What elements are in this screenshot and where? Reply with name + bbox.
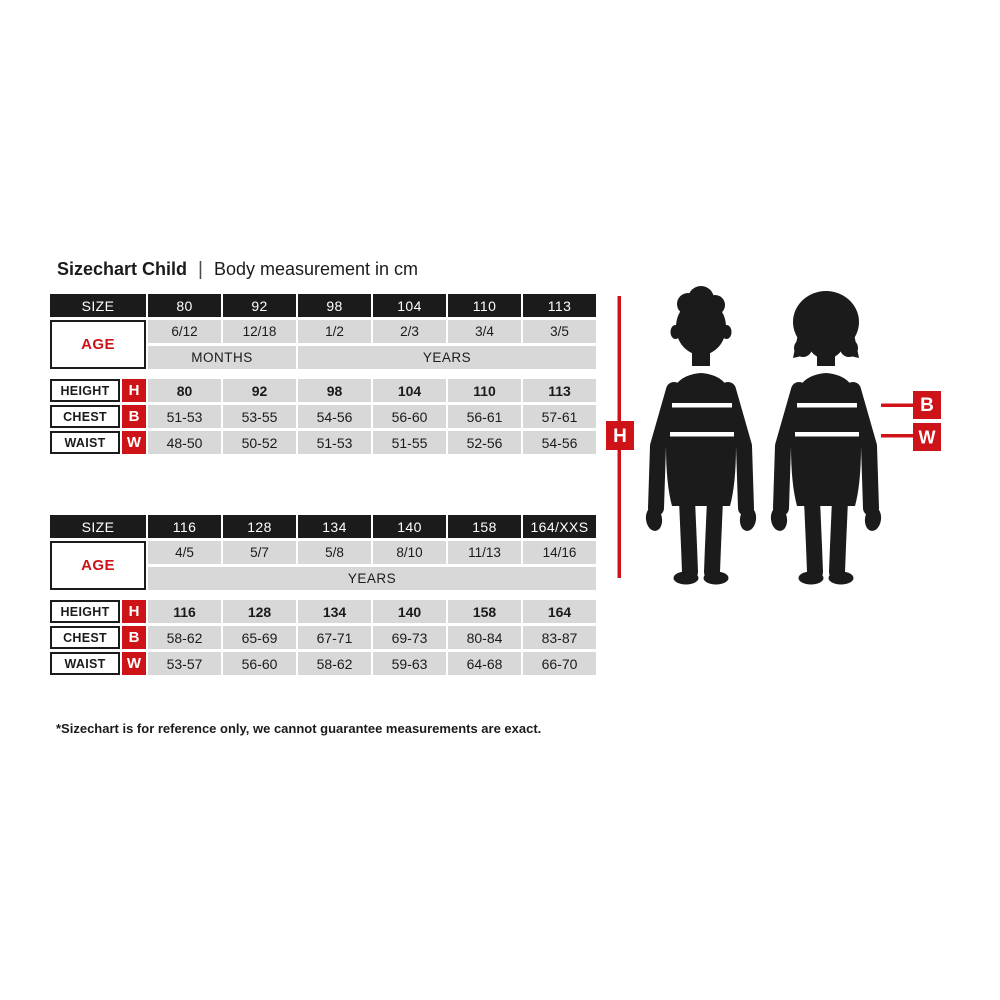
height-value-cell: 116: [148, 600, 221, 623]
height-value-cell: 104: [373, 379, 446, 402]
age-value-cell: 2/3: [373, 320, 446, 343]
age-unit-cell: YEARS: [148, 567, 596, 590]
chest-value-cell: 51-53: [148, 405, 221, 428]
age-value-cell: 8/10: [373, 541, 446, 564]
waist-value-cell: 48-50: [148, 431, 221, 454]
age-value-cell: 5/8: [298, 541, 371, 564]
chest-marker: [881, 391, 941, 419]
height-value-cell: 110: [448, 379, 521, 402]
waist-letter-badge: W: [122, 431, 146, 454]
sizechart-table-small: [50, 294, 598, 454]
height-row-label: [50, 600, 146, 623]
age-value-cell: 12/18: [223, 320, 296, 343]
height-letter-badge: H: [122, 379, 146, 402]
waist-value-cell: 51-55: [373, 431, 446, 454]
chest-row-label: [50, 405, 146, 428]
chest-letter-badge: B: [122, 626, 146, 649]
height-value-cell: 113: [523, 379, 596, 402]
chest-value-cell: 57-61: [523, 405, 596, 428]
waist-label: WAIST: [50, 431, 120, 454]
page-title: [57, 259, 418, 281]
chest-row-label: [50, 626, 146, 649]
size-cell: 92: [223, 294, 296, 317]
chest-letter-badge: B: [122, 405, 146, 428]
age-value-cell: 4/5: [148, 541, 221, 564]
waist-value-cell: 64-68: [448, 652, 521, 675]
chest-line: [881, 404, 913, 408]
sizechart-header: [50, 515, 598, 590]
height-label: HEIGHT: [50, 600, 120, 623]
chest-value-cell: 69-73: [373, 626, 446, 649]
size-cell: 98: [298, 294, 371, 317]
height-value-cell: 164: [523, 600, 596, 623]
measurement-figures: [600, 278, 950, 598]
sizechart-body: [50, 379, 598, 454]
size-cell: 140: [373, 515, 446, 538]
sizechart-table-large: [50, 515, 598, 675]
chest-value-cell: 80-84: [448, 626, 521, 649]
age-value-cell: 11/13: [448, 541, 521, 564]
waist-value-cell: 52-56: [448, 431, 521, 454]
size-cell: 164/XXS: [523, 515, 596, 538]
waist-row-label: [50, 431, 146, 454]
chest-value-cell: 54-56: [298, 405, 371, 428]
height-row-label: [50, 379, 146, 402]
height-value-cell: 158: [448, 600, 521, 623]
height-value-cell: 140: [373, 600, 446, 623]
size-cell: 104: [373, 294, 446, 317]
waist-marker: [881, 423, 941, 451]
age-value-cell: 14/16: [523, 541, 596, 564]
height-badge-letter: H: [613, 426, 627, 447]
waist-badge-letter: W: [918, 427, 936, 448]
size-cell: 110: [448, 294, 521, 317]
waist-value-cell: 58-62: [298, 652, 371, 675]
waist-value-cell: 50-52: [223, 431, 296, 454]
waist-value-cell: 56-60: [223, 652, 296, 675]
title-separator: |: [198, 259, 203, 280]
chest-label: CHEST: [50, 626, 120, 649]
age-value-cell: 3/5: [523, 320, 596, 343]
age-value-cell: 5/7: [223, 541, 296, 564]
size-cell: 80: [148, 294, 221, 317]
chest-value-cell: 83-87: [523, 626, 596, 649]
chest-label: CHEST: [50, 405, 120, 428]
age-value-cell: 3/4: [448, 320, 521, 343]
size-header-cell: SIZE: [50, 294, 146, 317]
age-value-cell: 1/2: [298, 320, 371, 343]
size-cell: 113: [523, 294, 596, 317]
chest-value-cell: 67-71: [298, 626, 371, 649]
height-label: HEIGHT: [50, 379, 120, 402]
age-label-cell: AGE: [50, 541, 146, 590]
chest-value-cell: 56-61: [448, 405, 521, 428]
sizechart-header: [50, 294, 598, 369]
waist-letter-badge: W: [122, 652, 146, 675]
height-value-cell: 80: [148, 379, 221, 402]
height-marker: [606, 296, 634, 578]
waist-label: WAIST: [50, 652, 120, 675]
size-cell: 116: [148, 515, 221, 538]
height-value-cell: 128: [223, 600, 296, 623]
size-cell: 128: [223, 515, 296, 538]
height-letter-badge: H: [122, 600, 146, 623]
title-subtitle: Body measurement in cm: [213, 259, 419, 279]
waist-value-cell: 53-57: [148, 652, 221, 675]
height-value-cell: 98: [298, 379, 371, 402]
chest-value-cell: 65-69: [223, 626, 296, 649]
girl-silhouette: [769, 291, 882, 585]
size-cell: 158: [448, 515, 521, 538]
height-value-cell: 92: [223, 379, 296, 402]
age-value-cell: 6/12: [148, 320, 221, 343]
age-unit-cell: MONTHS: [148, 346, 296, 369]
waist-value-cell: 51-53: [298, 431, 371, 454]
chest-badge-letter: B: [920, 395, 934, 416]
waist-value-cell: 59-63: [373, 652, 446, 675]
waist-row-label: [50, 652, 146, 675]
chest-value-cell: 53-55: [223, 405, 296, 428]
sizechart-body: [50, 600, 598, 675]
age-label-cell: AGE: [50, 320, 146, 369]
size-cell: 134: [298, 515, 371, 538]
title-main: Sizechart Child: [57, 259, 188, 279]
height-value-cell: 134: [298, 600, 371, 623]
waist-value-cell: 66-70: [523, 652, 596, 675]
age-unit-cell: YEARS: [298, 346, 596, 369]
chest-value-cell: 56-60: [373, 405, 446, 428]
waist-line: [881, 434, 913, 438]
chest-value-cell: 58-62: [148, 626, 221, 649]
size-header-cell: SIZE: [50, 515, 146, 538]
waist-value-cell: 54-56: [523, 431, 596, 454]
footnote: *Sizechart is for reference only, we cannot guarantee measurements are exact.: [56, 721, 542, 736]
